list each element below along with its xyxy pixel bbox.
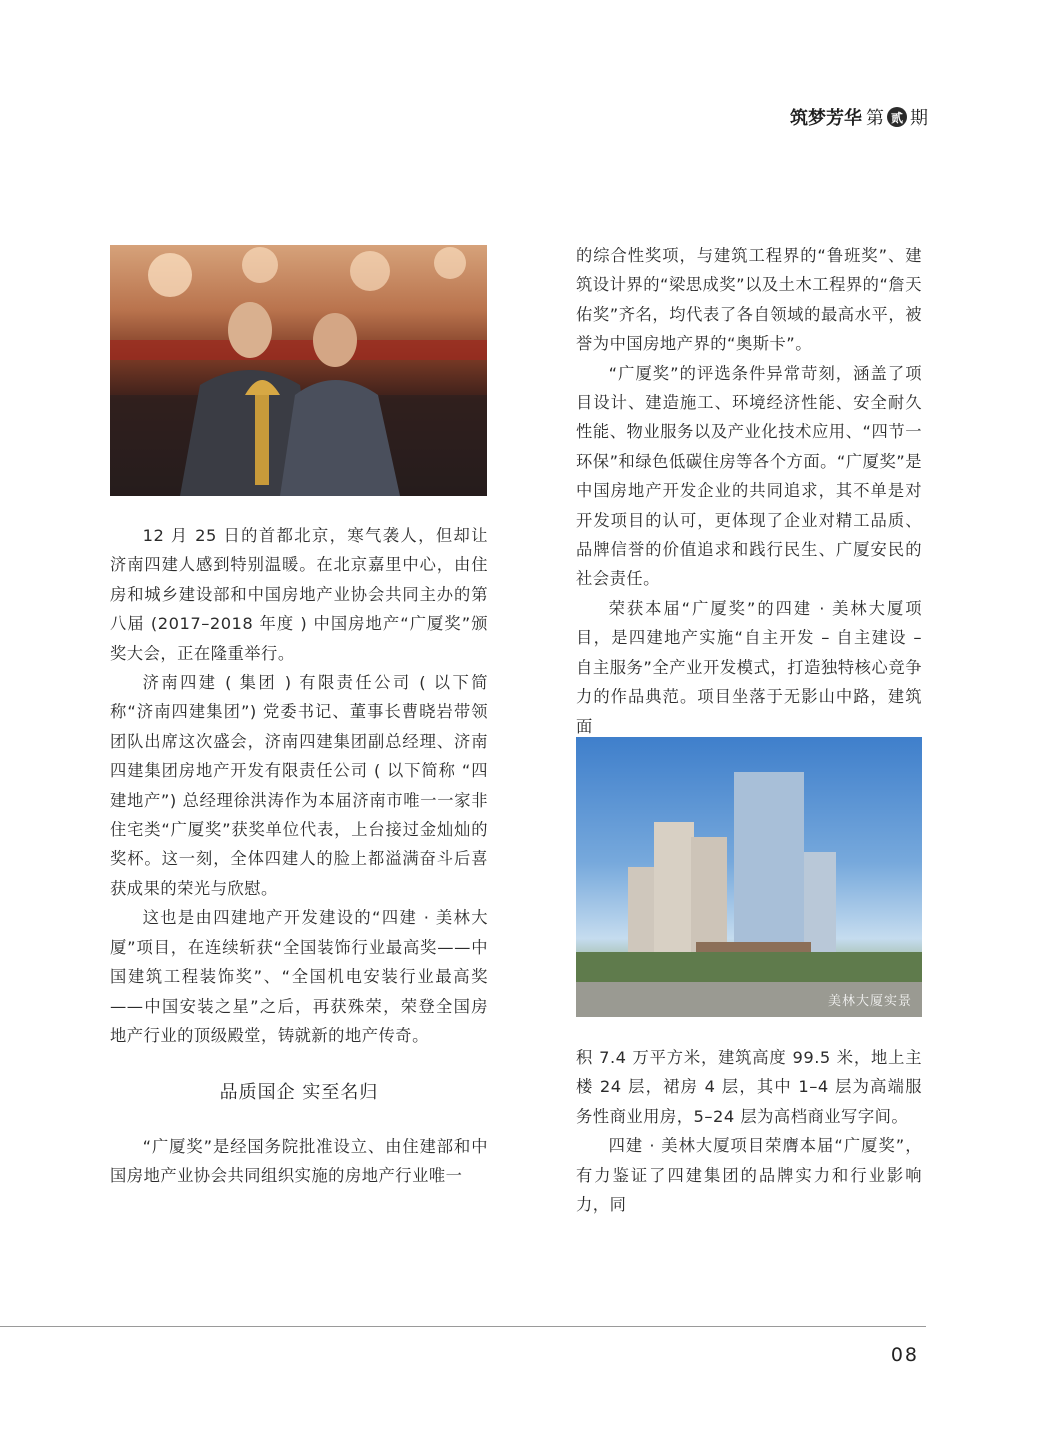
footer-divider xyxy=(0,1326,926,1327)
body-paragraph-continued: 积 7.4 万平方米，建筑高度 99.5 米，地上主楼 24 层，裙房 4 层，其中 1–4 层为高端服务性商业用房，5–24 层为高档商业写字间。 xyxy=(576,1048,922,1126)
issue-number-badge: 贰 xyxy=(887,107,907,127)
body-paragraph: 荣获本届“广厦奖”的四建 · 美林大厦项目，是四建地产实施“自主开发 – 自主建设 – 自主服务”全产业开发模式，打造独特核心竞争力的作品典范。项目坐落于无影山中路，建筑面 xyxy=(576,598,922,736)
right-text-column-continued xyxy=(576,1043,922,1219)
page-number: 08 xyxy=(890,1344,919,1366)
photo-caption: 美林大厦实景 xyxy=(827,994,912,1009)
award-photo-illustration xyxy=(110,245,487,496)
body-paragraph: 12 月 25 日的首都北京，寒气袭人，但却让济南四建人感到特别温暖。在北京嘉里中心，由住房和城乡建设部和中国房地产业协会共同主办的第八届 (2017–2018 年度 ) 中国房地产“广厦奖”颁奖大会，正在隆重举行。 xyxy=(110,526,488,663)
issue-suffix: 期 xyxy=(910,108,928,129)
magazine-title: 筑梦芳华 xyxy=(790,108,862,129)
building-photo-illustration xyxy=(576,737,922,1017)
issue-prefix: 第 xyxy=(866,108,884,129)
body-paragraph: “广厦奖”是经国务院批准设立、由住建部和中国房地产业协会共同组织实施的房地产行业唯一 xyxy=(110,1136,488,1186)
body-paragraph: 济南四建 ( 集团 ) 有限责任公司 ( 以下简称“济南四建集团”) 党委书记、董事长曹晓岩带领团队出席这次盛会，济南四建集团副总经理、济南四建集团房地产开发有限责任公司 ( 以下简称 “四建地产”) 总经理徐洪涛作为本届济南市唯一一家非住宅类“广厦奖”获奖单位代表，上台接过金灿灿的奖杯。这一刻，全体四建人的脸上都溢满奋斗后喜获成果的荣光与欣慰。 xyxy=(110,673,488,898)
section-subheading: 品质国企 实至名归 xyxy=(219,1082,379,1104)
issue-label xyxy=(866,104,928,130)
left-text-column xyxy=(110,521,488,1191)
award-ceremony-photo xyxy=(110,245,487,496)
body-paragraph: “广厦奖”的评选条件异常苛刻，涵盖了项目设计、建造施工、环境经济性能、安全耐久性能、物业服务以及产业化技术应用、“四节一环保”和绿色低碳住房等各个方面。“广厦奖”是中国房地产开发企业的共同追求，其不单是对开发项目的认可，更体现了企业对精工品质、品牌信誉的价值追求和践行民生、广厦安民的社会责任。 xyxy=(576,363,922,589)
body-paragraph: 这也是由四建地产开发建设的“四建 · 美林大厦”项目，在连续斩获“全国装饰行业最高奖——中国建筑工程装饰奖”、“全国机电安装行业最高奖——中国安装之星”之后，再获殊荣，荣登全国房地产行业的顶级殿堂，铸就新的地产传奇。 xyxy=(110,908,488,1045)
meilin-building-photo xyxy=(576,737,922,1017)
running-header xyxy=(790,104,928,130)
right-text-column xyxy=(576,241,922,741)
body-paragraph-continued: 的综合性奖项，与建筑工程界的“鲁班奖”、建筑设计界的“梁思成奖”以及土木工程界的“詹天佑奖”齐名，均代表了各自领域的最高水平，被誉为中国房地产界的“奥斯卡”。 xyxy=(576,246,922,354)
body-paragraph: 四建 · 美林大厦项目荣膺本届“广厦奖”，有力鉴证了四建集团的品牌实力和行业影响力，同 xyxy=(576,1136,922,1215)
